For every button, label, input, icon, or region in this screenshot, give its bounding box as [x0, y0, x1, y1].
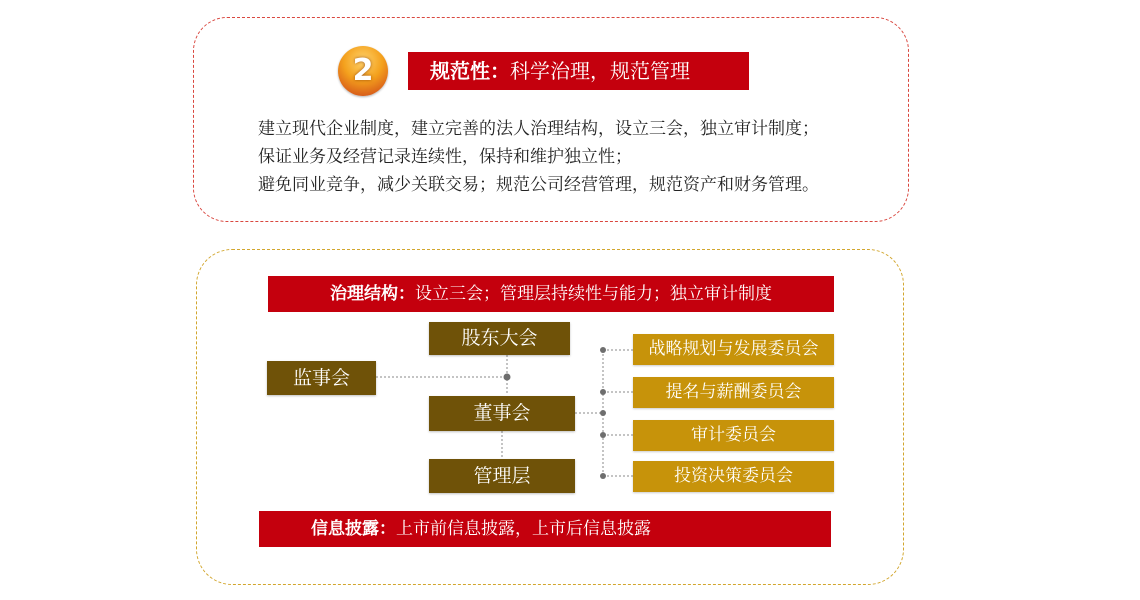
- governance-text: 设立三会；管理层持续性与能力；独立审计制度: [415, 284, 772, 304]
- description-line-2: 保证业务及经营记录连续性，保持和维护独立性；: [258, 147, 632, 167]
- disclosure-text: 上市前信息披露，上市后信息披露: [396, 519, 651, 539]
- badge-number: 2: [352, 53, 374, 88]
- strategy-committee-box: 战略规划与发展委员会: [633, 334, 834, 365]
- junction-dot: [504, 374, 511, 381]
- shareholders-meeting-box: 股东大会: [429, 322, 570, 355]
- audit-committee-box: 审计委员会: [633, 420, 834, 451]
- management-box: 管理层: [429, 459, 575, 493]
- junction-dot: [600, 389, 606, 395]
- nomination-compensation-committee-box: 提名与薪酬委员会: [633, 377, 834, 408]
- information-disclosure-bar: [259, 511, 831, 547]
- title-rest: 科学治理，规范管理: [510, 59, 690, 83]
- junction-dot: [600, 473, 606, 479]
- board-of-directors-box: 董事会: [429, 396, 575, 431]
- junction-dot: [600, 432, 606, 438]
- title-bold: 规范性：: [430, 59, 510, 83]
- junction-dot: [600, 410, 606, 416]
- supervisory-board-box: 监事会: [267, 361, 376, 395]
- description-line-3: 避免同业竞争，减少关联交易；规范公司经营管理，规范资产和财务管理。: [258, 175, 819, 195]
- junction-dot: [600, 347, 606, 353]
- investment-committee-box: 投资决策委员会: [633, 461, 834, 492]
- description-line-1: 建立现代企业制度，建立完善的法人治理结构，设立三会，独立审计制度；: [258, 119, 819, 139]
- disclosure-label: 信息披露：: [311, 519, 396, 539]
- governance-label: 治理结构：: [330, 284, 415, 304]
